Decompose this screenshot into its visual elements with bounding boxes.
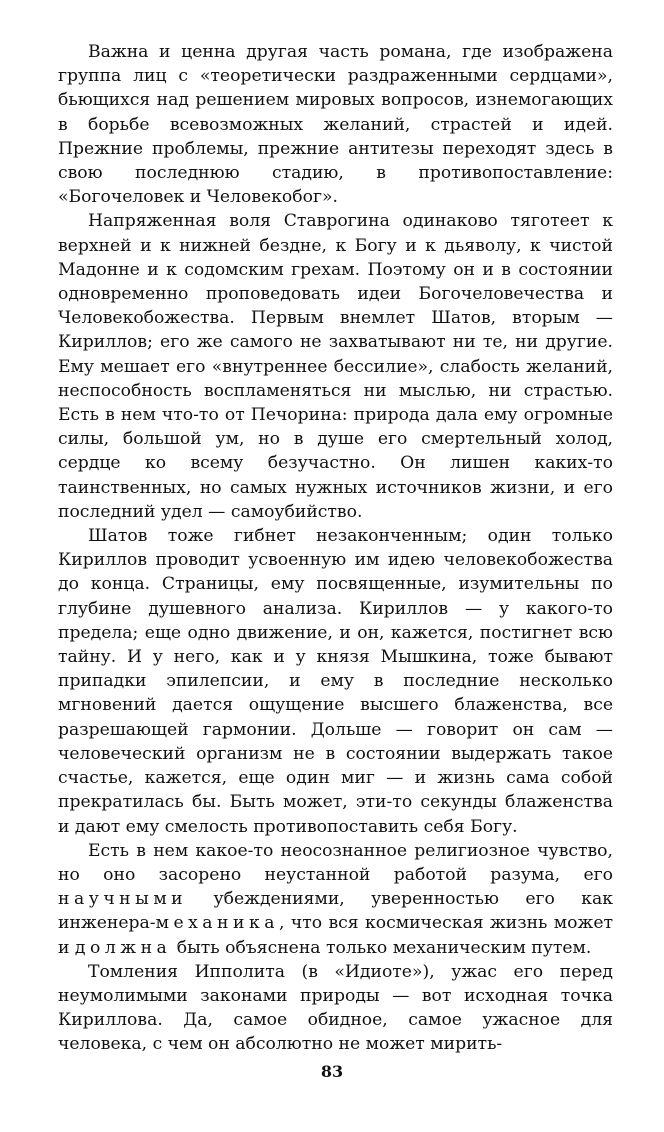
paragraph-text: Важна и ценна другая часть романа, где изображена группа лиц с «теоретически раздраженными сердцами», бьющихся над решением мировых вопросов, изнемогающих в борьбе всевозможных желаний, страстей и идей. Прежние проблемы, прежние антитезы переходят здесь в свою последнюю стадию, в противопоставление: «Богочеловек и Человекобог». xyxy=(58,42,613,208)
paragraph-text: убеждениями, уверенностью его как инженера- xyxy=(58,889,613,934)
paragraph-text: , что вся космическая жизнь может и xyxy=(58,913,613,958)
paragraph-text: Напряженная воля Ставрогина одинаково тяготеет к верхней и к нижней бездне, к Богу и к дьяволу, к чистой Мадонне и к содомским грехам. Поэтому он и в состоянии одновременно проповедовать идеи Богочеловечества и Человекобожества. Первым внемлет Шатов, вторым — Кириллов; его же самого не захватывают ни те, ни другие. Ему мешает его «внутреннее бессилие», слабость желаний, неспособность воспламеняться ни мыслью, ни страстью. Есть в нем что-то от Печорина: природа дала ему огромные силы, большой ум, но в душе его смертельный холод, сердце ко всему безучастно. Он лишен каких-то таинственных, но самых нужных источников жизни, и его последний удел — самоубийство. xyxy=(58,211,613,522)
paragraph-2 xyxy=(58,209,613,524)
paragraph-4 xyxy=(58,839,613,960)
emphasis-spaced: должна xyxy=(74,937,172,958)
page-number: 83 xyxy=(320,1062,344,1081)
body-text xyxy=(58,40,613,1057)
paragraph-1 xyxy=(58,40,613,209)
emphasis-spaced: механика xyxy=(155,913,279,934)
emphasis-spaced: научными xyxy=(58,889,188,910)
paragraph-text: быть объяснена только механическим путем. xyxy=(171,937,592,958)
paragraph-text: Есть в нем какое-то неосознанное религиозное чувство, но оно засорено неустанной работой разума, его xyxy=(58,840,613,885)
paragraph-text: Томления Ипполита (в «Идиоте»), ужас его перед неумолимыми законами природы — вот исходная точка Кириллова. Да, самое обидное, самое ужасное для человека, с чем он абсолютно не может мирить- xyxy=(58,961,613,1055)
paragraph-5 xyxy=(58,960,613,1057)
paragraph-3 xyxy=(58,524,613,839)
paragraph-text: Шатов тоже гибнет незаконченным; один только Кириллов проводит усвоенную им идею человекобожества до конца. Страницы, ему посвященные, изумительны по глубине душевного анализа. Кириллов — у какого-то предела; еще одно движение, и он, кажется, постигнет всю тайну. И у него, как и у князя Мышкина, тоже бывают припадки эпилепсии, и ему в последние несколько мгновений дается ощущение высшего блаженства, все разрешающей гармонии. Дольше — говорит он сам — человеческий организм не в состоянии выдержать такое счастье, кажется, еще один миг — и жизнь сама собой прекратилась бы. Быть может, эти-то секунды блаженства и дают ему смелость противопоставить себя Богу. xyxy=(58,526,613,837)
